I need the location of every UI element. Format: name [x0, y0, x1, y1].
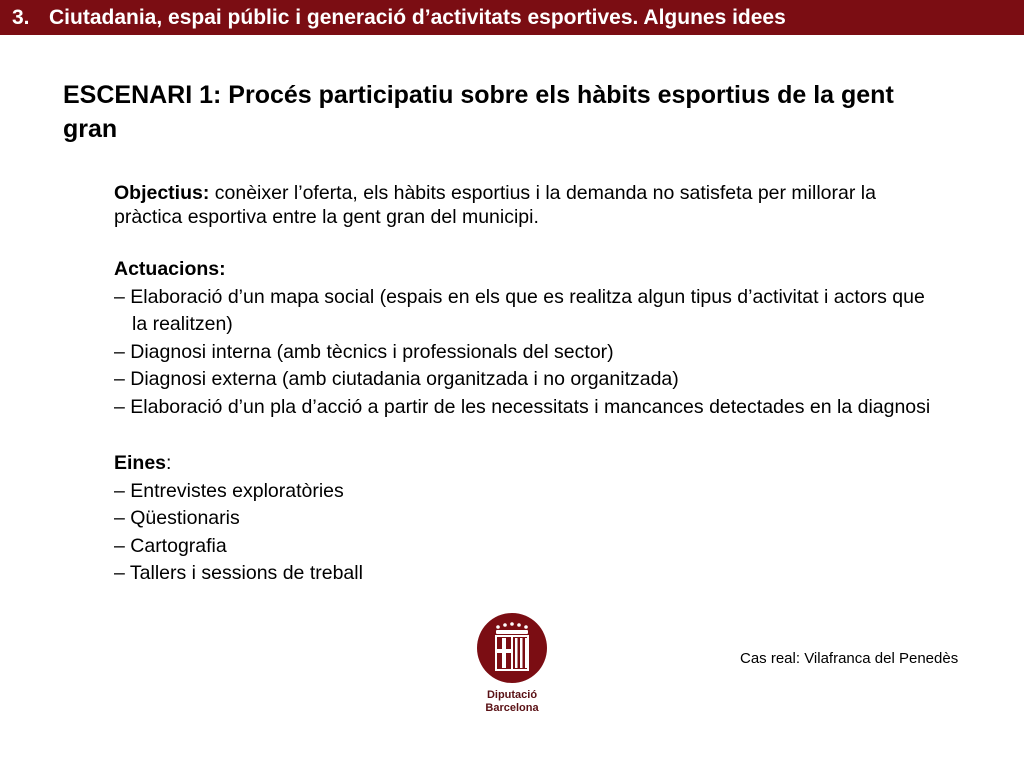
section-number: 3.: [12, 6, 30, 29]
actions-list: [114, 284, 934, 422]
case-note: Cas real: Vilafranca del Penedès: [740, 650, 959, 667]
logo-line-2: Barcelona: [485, 702, 539, 714]
tools-heading: [114, 450, 934, 478]
list-item: – Cartografia: [114, 534, 227, 557]
list-item: – Diagnosi externa (amb ciutadania organitzada i no organitzada): [114, 368, 679, 390]
tools-heading-label: Eines: [114, 452, 167, 474]
list-item: – Elaboració d’un mapa social (espais en els que es realitza algun tipus d’activitat i actors que la realitzen): [114, 285, 925, 335]
tools-list: [114, 478, 934, 588]
tools-heading-colon: :: [166, 452, 172, 474]
list-item: – Diagnosi interna (amb tècnics i professionals del sector): [114, 340, 614, 363]
section-header-bar: [0, 0, 1024, 35]
objective-text: conèixer l’oferta, els hàbits esportius i la demanda no satisfeta per millorar la pràctica esportiva entre la gent gran del municipi.: [114, 182, 876, 228]
logo-text: [474, 689, 550, 715]
slide-title: ESCENARI 1: Procés participatiu sobre els hàbits esportius de la gent gran: [63, 81, 894, 143]
slide-body: [114, 181, 934, 588]
list-item: – Tallers i sessions de treball: [114, 562, 363, 584]
list-item: – Qüestionaris: [114, 507, 240, 529]
objective-label: Objectius:: [114, 182, 210, 204]
diputacio-barcelona-logo: [474, 612, 550, 715]
objective-paragraph: [114, 181, 934, 229]
actions-heading-label: Actuacions:: [114, 258, 226, 280]
diputacio-barcelona-emblem-icon: [476, 612, 548, 684]
actions-heading: [114, 256, 934, 284]
list-item: – Entrevistes exploratòries: [114, 479, 344, 502]
list-item: – Elaboració d’un pla d’acció a partir de les necessitats i mancances detectades en la diagnosi: [114, 395, 931, 418]
logo-line-1: Diputació: [486, 689, 538, 701]
section-title: Ciutadania, espai públic i generació d’activitats esportives. Algunes idees: [49, 6, 786, 29]
